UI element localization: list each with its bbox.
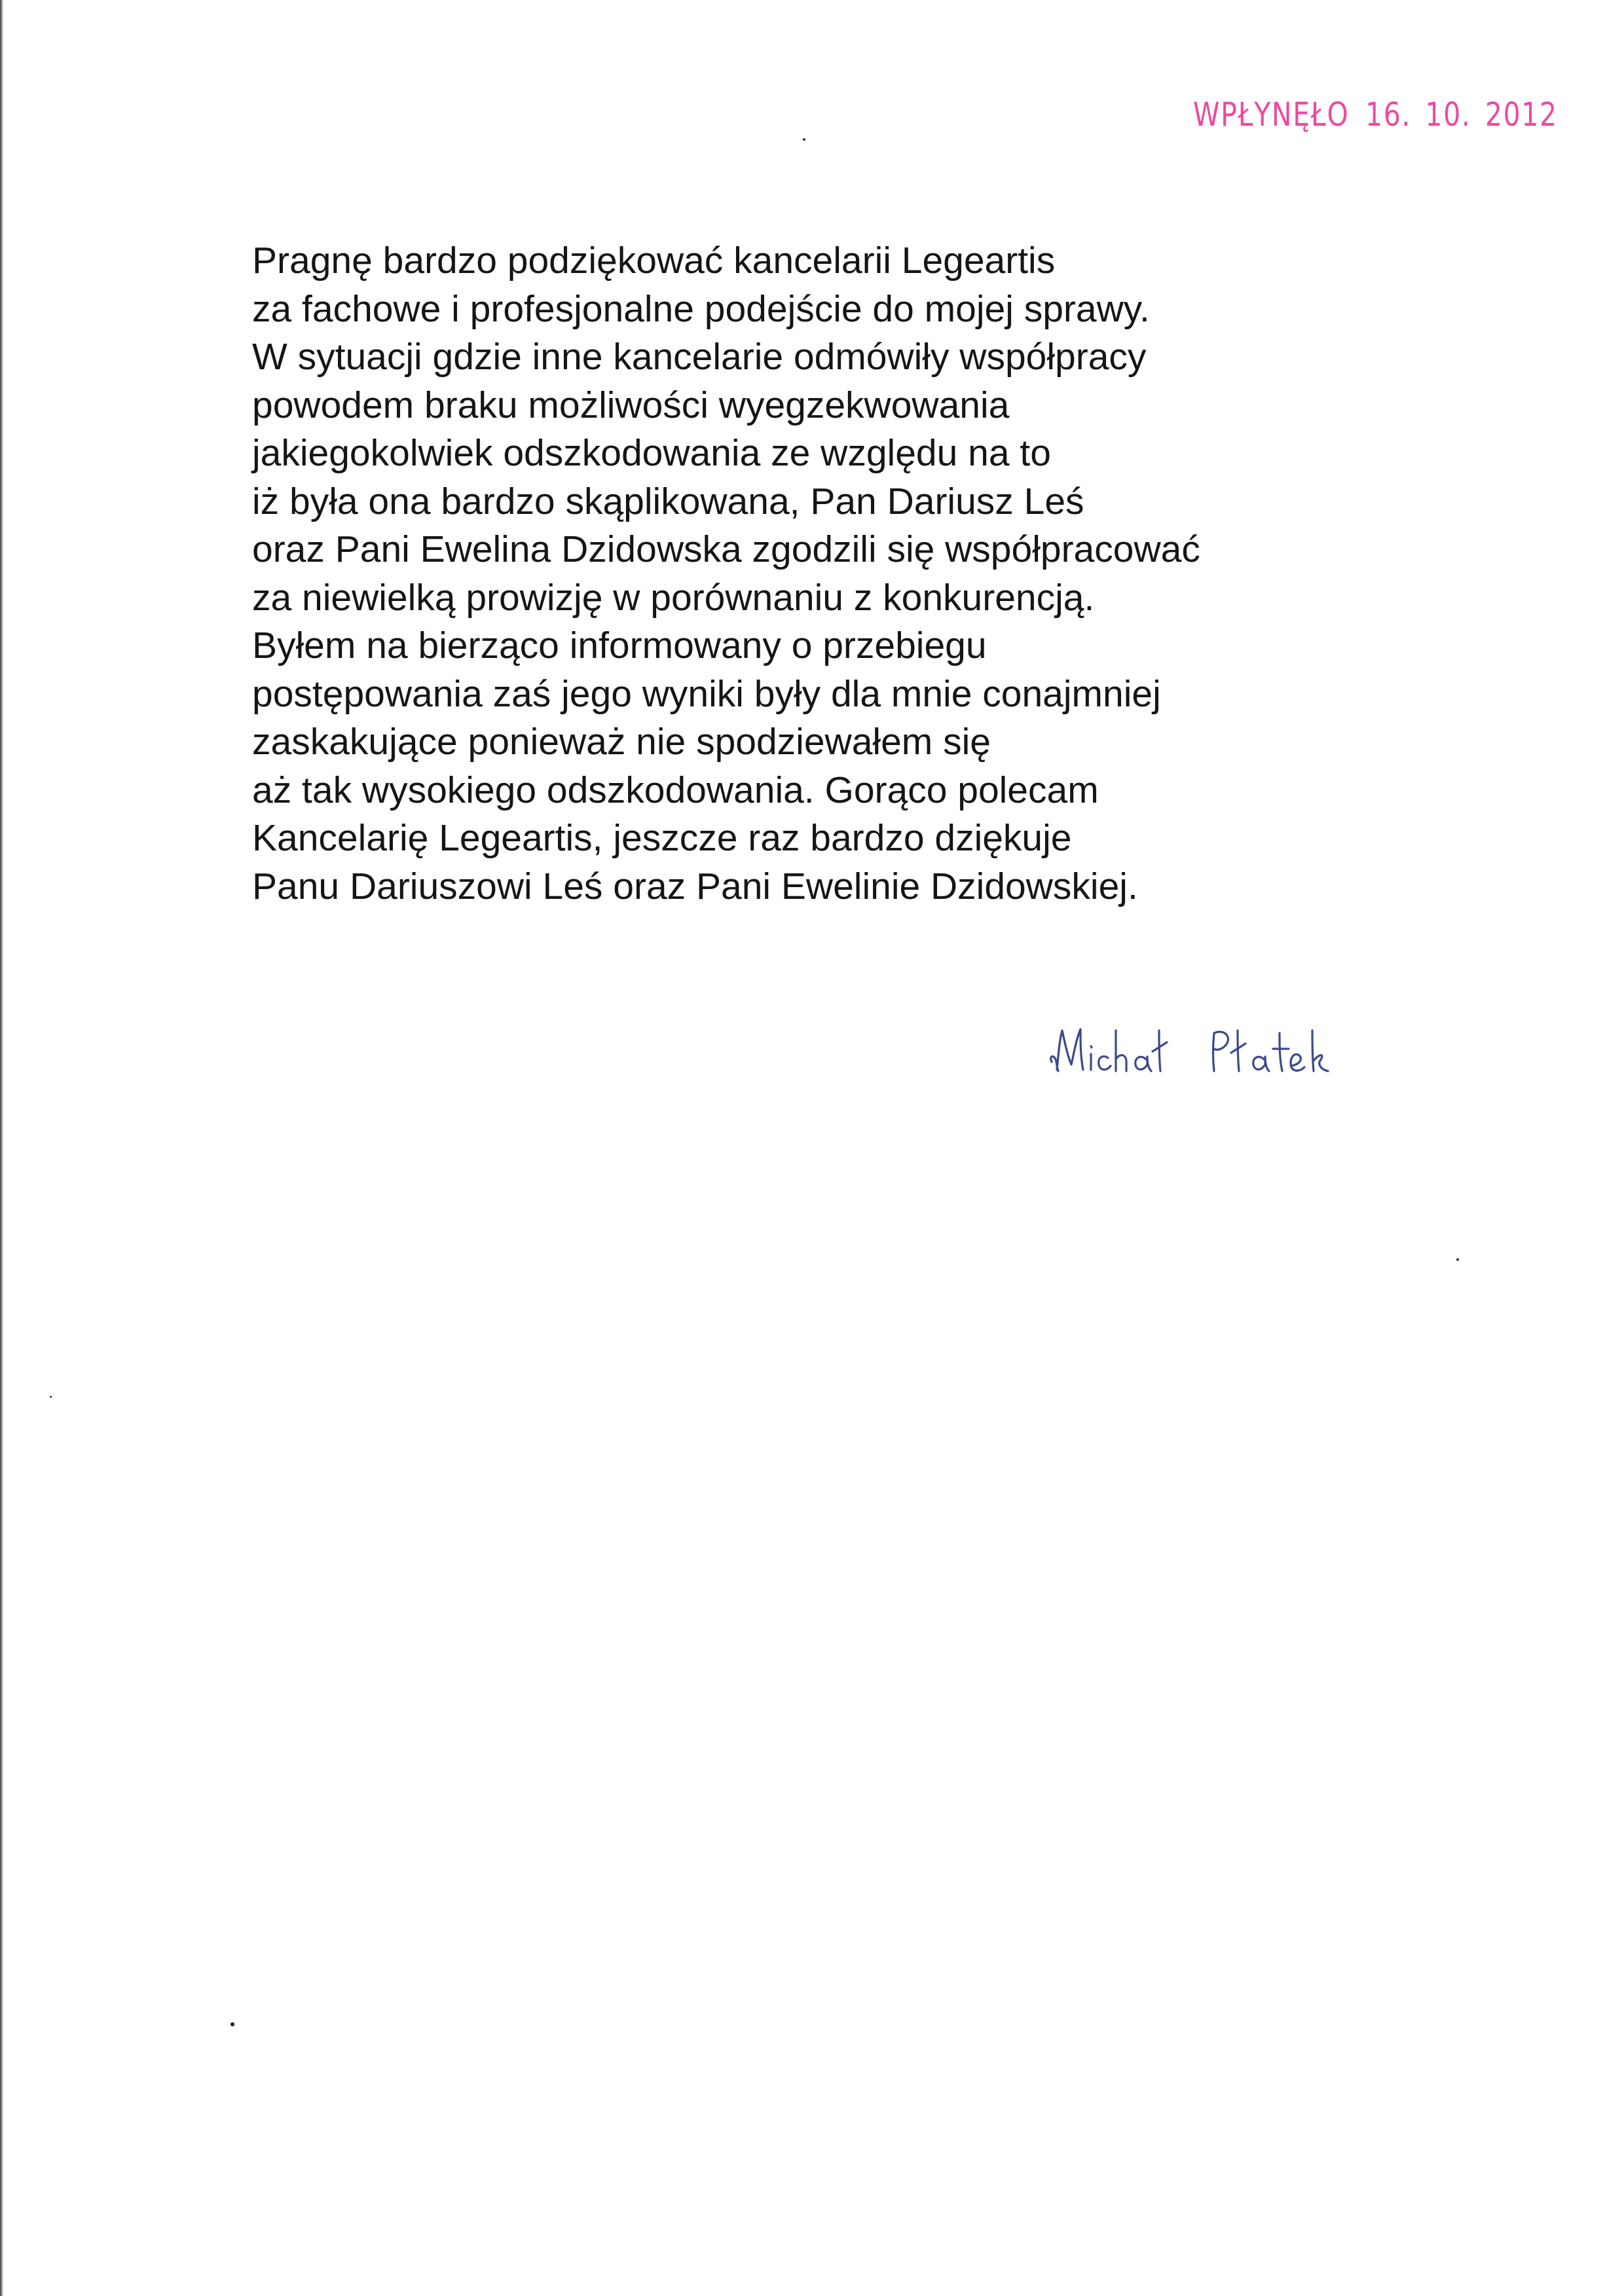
scan-edge-shadow	[0, 0, 3, 2296]
stamp-day: 16.	[1365, 96, 1412, 134]
letter-line: za fachowe i profesjonalne podejście do mojej sprawy.	[252, 287, 1150, 330]
scan-speck	[803, 138, 805, 141]
scan-speck	[1456, 1258, 1459, 1261]
letter-line: oraz Pani Ewelina Dzidowska zgodzili się współpracować	[252, 528, 1200, 570]
stamp-month: 10.	[1425, 96, 1471, 134]
handwritten-signature	[1043, 1013, 1331, 1085]
scan-speck	[231, 2022, 234, 2026]
letter-line: Kancelarię Legeartis, jeszcze raz bardzo dziękuje	[252, 817, 1072, 859]
letter-line: Pragnę bardzo podziękować kancelarii Legeartis	[252, 240, 1056, 282]
received-date-stamp	[1193, 96, 1558, 134]
letter-line: jakiegokolwiek odszkodowania ze względu na to	[252, 432, 1051, 474]
letter-line: iż była ona bardzo skąplikowana, Pan Dariusz Leś	[252, 480, 1084, 522]
letter-line: W sytuacji gdzie inne kancelarie odmówiły współpracy	[252, 336, 1147, 378]
scan-speck	[50, 1396, 52, 1398]
letter-line: Panu Dariuszowi Leś oraz Pani Ewelinie Dzidowskiej.	[252, 865, 1138, 907]
stamp-year: 2012	[1485, 96, 1558, 134]
letter-line: aż tak wysokiego odszkodowania. Gorąco polecam	[252, 769, 1099, 811]
letter-line: zaskakujące ponieważ nie spodziewałem się	[252, 721, 991, 763]
letter-line: Byłem na bierząco informowany o przebiegu	[252, 625, 987, 666]
stamp-received-word: WPŁYNĘŁO	[1193, 96, 1350, 134]
letter-line: postępowania zaś jego wyniki były dla mnie conajmniej	[252, 672, 1161, 715]
letter-line: powodem braku możliwości wyegzekwowania	[252, 384, 1010, 426]
letter-body	[252, 237, 1431, 911]
letter-line: za niewielką prowizję w porównaniu z konkurencją.	[252, 576, 1095, 619]
